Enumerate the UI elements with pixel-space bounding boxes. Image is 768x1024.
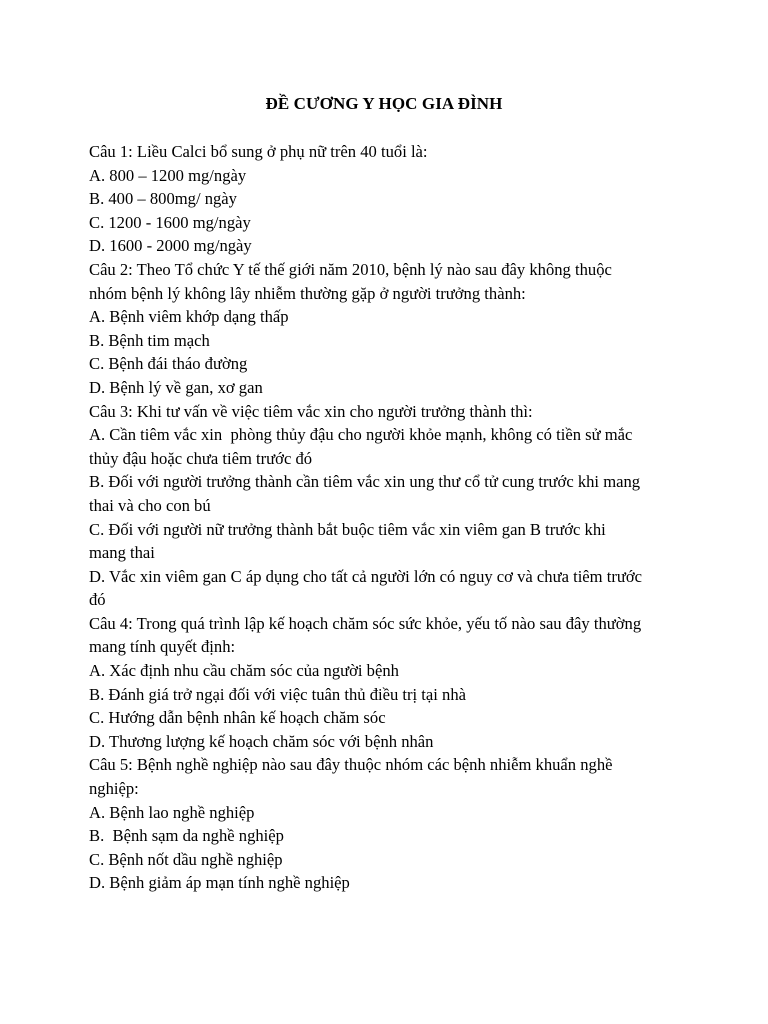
question-3-option-b-line-2: thai và cho con bú: [89, 495, 211, 515]
question-3-option-a-line-1: A. Cần tiêm vắc xin phòng thủy đậu cho người khỏe mạnh, không có tiền sử mắc: [89, 425, 633, 445]
question-1-stem: Câu 1: Liều Calci bổ sung ở phụ nữ trên 40 tuổi là:: [89, 142, 428, 161]
question-2-stem-line-1: Câu 2: Theo Tổ chức Y tế thế giới năm 2010, bệnh lý nào sau đây không thuộc: [89, 259, 612, 279]
question-5-option-a: A. Bệnh lao nghề nghiệp: [89, 802, 255, 822]
question-5-option-c: C. Bệnh nốt dầu nghề nghiệp: [89, 849, 283, 869]
question-1-option-a: A. 800 – 1200 mg/ngày: [89, 165, 247, 185]
question-3-option-b-line-1: B. Đối với người trưởng thành cần tiêm vắc xin ung thư cổ tử cung trước khi mang: [89, 472, 641, 492]
question-3-option-a-line-2: thủy đậu hoặc chưa tiêm trước đó: [89, 448, 313, 468]
question-4-option-c: C. Hướng dẫn bệnh nhân kế hoạch chăm sóc: [89, 708, 386, 728]
document-body: [89, 140, 691, 895]
question-5-option-b: B. Bệnh sạm da nghề nghiệp: [89, 826, 284, 846]
question-2-option-d: D. Bệnh lý về gan, xơ gan: [89, 377, 263, 397]
question-4-option-a: A. Xác định nhu cầu chăm sóc của người bệnh: [89, 661, 399, 681]
question-2-option-b: B. Bệnh tim mạch: [89, 330, 210, 350]
question-1-option-d: D. 1600 - 2000 mg/ngày: [89, 236, 252, 256]
question-5-stem-line-2: nghiệp:: [89, 779, 139, 799]
question-3-option-d-line-2: đó: [89, 590, 106, 610]
question-3-option-c-line-2: mang thai: [89, 543, 155, 563]
question-2-stem-line-2: nhóm bệnh lý không lây nhiễm thường gặp ở người trưởng thành:: [89, 283, 526, 303]
question-4-stem-line-1: Câu 4: Trong quá trình lập kế hoạch chăm sóc sức khỏe, yếu tố nào sau đây thường: [89, 613, 642, 633]
question-4-stem-line-2: mang tính quyết định:: [89, 637, 236, 657]
question-3-stem: Câu 3: Khi tư vấn về việc tiêm vắc xin cho người trưởng thành thì:: [89, 401, 533, 421]
question-1-option-c: C. 1200 - 1600 mg/ngày: [89, 212, 251, 232]
question-4-option-d: D. Thương lượng kế hoạch chăm sóc với bệnh nhân: [89, 731, 434, 751]
document-title: ĐỀ CƯƠNG Y HỌC GIA ĐÌNH: [265, 94, 503, 113]
question-5-option-d: D. Bệnh giảm áp mạn tính nghề nghiệp: [89, 873, 350, 893]
question-1-option-b: B. 400 – 800mg/ ngày: [89, 189, 237, 209]
question-2-option-c: C. Bệnh đái tháo đường: [89, 354, 248, 374]
question-3-option-c-line-1: C. Đối với người nữ trưởng thành bắt buộc tiêm vắc xin viêm gan B trước khi: [89, 519, 606, 539]
question-2-option-a: A. Bệnh viêm khớp dạng thấp: [89, 307, 289, 327]
question-4-option-b: B. Đánh giá trở ngại đối với việc tuân thủ điều trị tại nhà: [89, 684, 466, 704]
question-5-stem-line-1: Câu 5: Bệnh nghề nghiệp nào sau đây thuộc nhóm các bệnh nhiễm khuẩn nghề: [89, 755, 613, 775]
question-3-option-d-line-1: D. Vắc xin viêm gan C áp dụng cho tất cả người lớn có nguy cơ và chưa tiêm trước: [89, 566, 642, 586]
